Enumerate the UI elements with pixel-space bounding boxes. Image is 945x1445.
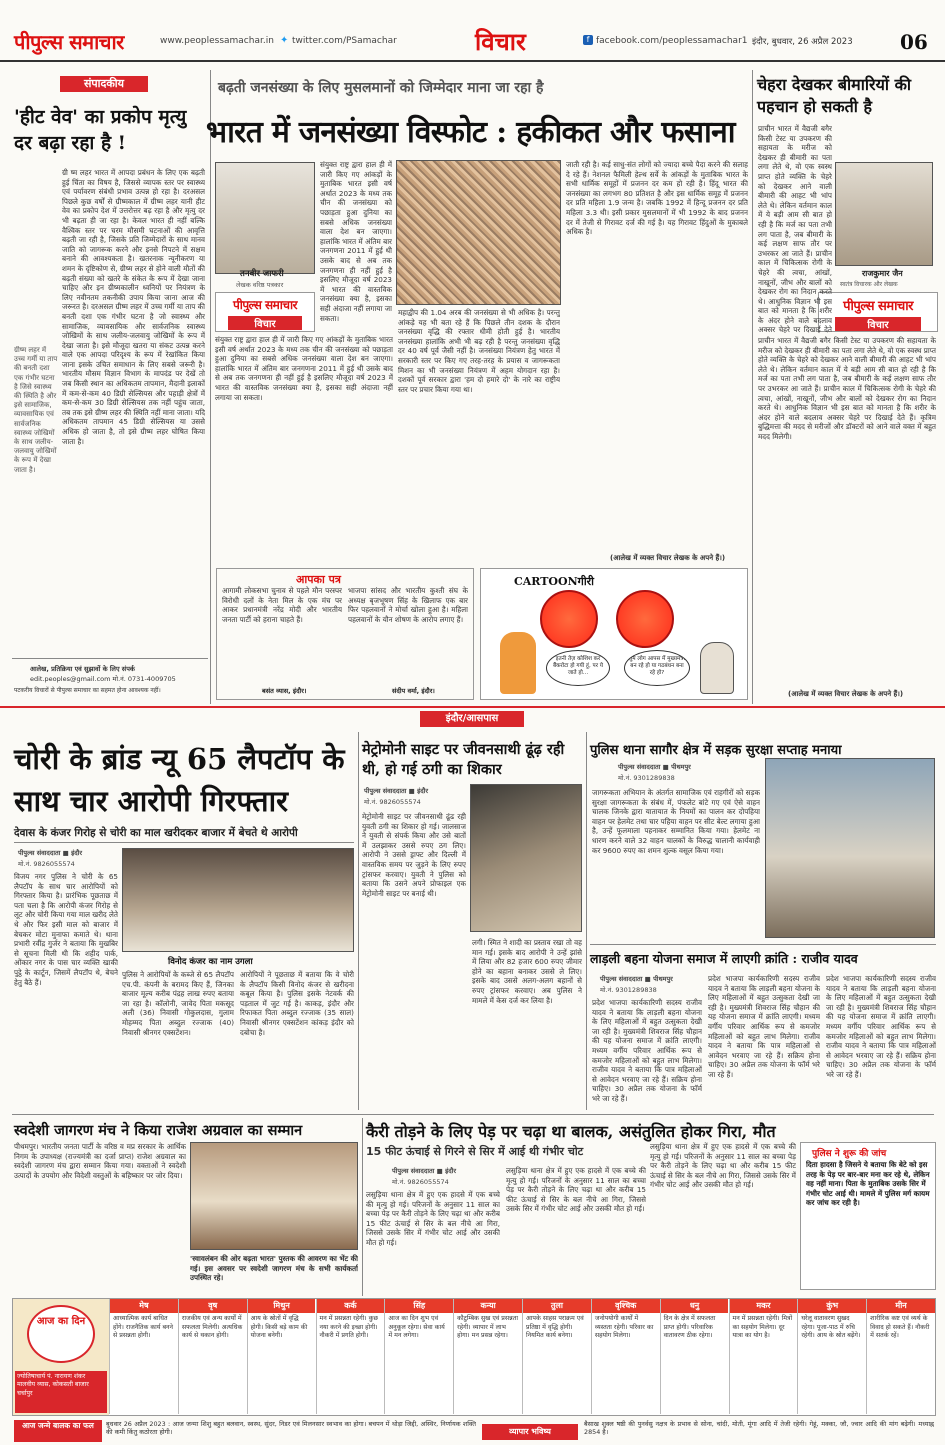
twitter-icon: ✦: [280, 35, 289, 46]
story1-caption: विनोद कंजर का नाम उगला: [168, 957, 253, 967]
horoscope-sign-text: शारीरिक कष्ट एवं व्यर्थ के विवाद हो सकते हैं। नौकरी में सतर्क रहें।: [870, 1315, 930, 1340]
letter-2-sign: संदीप वर्मा, इंदौर।: [392, 687, 435, 695]
main-title: भारत में जनसंख्या विस्फोट : हकीकत और फसाना: [206, 115, 735, 150]
author-photo: [215, 162, 315, 274]
story6-sub: 15 फीट ऊंचाई से गिरने से सिर में आई थी गंभीर चोट: [366, 1145, 584, 1158]
horoscope-sign: [660, 1299, 729, 1414]
editorial-footer-2[interactable]: edit.peoples@gmail.com मो.नं. 0731-4009705: [30, 675, 176, 683]
story6-body-b: लसुड़िया थाना क्षेत्र में हुए एक हादसे में एक बच्चे की मृत्यु हो गई। परिजनों के अनुसार 11 साल का बच्चा पेड़ पर कैरी तोड़ने के लिए चढ़ा था और करीब 15 फीट ऊंचाई से सिर के बल नीचे आ गिरा, जिससे उसके सिर में गंभीर चोट आई और उसकी मौत हो गई।: [506, 1166, 646, 1214]
right-title: चेहरा देखकर बीमारियों की पहचान हो सकती है: [757, 75, 912, 116]
letter-2: भाजपा सांसद और भारतीय कुश्ती संघ के अध्यक्ष बृजभूषण सिंह के खिलाफ एक बार फिर पहलवानों ने मोर्चा खोला हुआ है। महिला पहलवानों के यौन शोषण के आरोप लगाए हैं।: [348, 586, 468, 624]
right-body-b: प्राचीन भारत में वैद्यजी बगैर किसी टेस्ट या उपकरण की सहायता के मरीज को देखकर ही बीमारी का पता लगा लेते थे, वो एक स्वस्थ प्राप्त होते व्यक्ति के चेहरे को देखकर आने वाली बीमारी की आहट भी भांप लेते थे। लेकिन वर्तमान काल में ये बड़ी आम सी बात हो रही है कि मर्ज का पता तभी लग पाता है, जब बीमारी के कई लक्षण साफ तौर पर उभरकर आ जाते हैं। प्राचीन काल में चिकित्सक रोगी के चेहरे की त्वचा, आंखों, नाखूनों, जीभ और बालों को देखकर रोग का निदान करते थे। आधुनिक विज्ञान भी इस बात को मानता है कि शरीर के अंदर होने वाले बदलाव अक्सर चेहरे पर दिखाई देते हैं। कृत्रिम बुद्धिमत्ता की मदद से मरीजों और डॉक्टरों को आने वाले वक्त में बहुत मदद मिलेगी।: [758, 336, 936, 441]
story5-caption: 'स्वावलंबन की ओर बढ़ता भारत' पुस्तक की आवरण का भेंट की गई। इस अवसर पर स्वदेशी जागरण मंच के सभी कार्यकर्ता उपस्थित रहे।: [190, 1254, 358, 1283]
horoscope-sign-name: कर्क: [317, 1299, 385, 1313]
horoscope-sign: [591, 1299, 660, 1414]
main-end-note: (आलेख में व्यक्त विचार लेखक के अपने हैं।): [610, 554, 726, 562]
twitter-link[interactable]: twitter.com/PSamachar: [292, 36, 397, 46]
story1-body2: पुलिस ने आरोपियों के कब्जे से 65 लैपटॉप एच.पी. कंपनी के बरामद किए हैं, जिनका बाजार मूल्य करीब पंद्रह लाख रुपए बताया जा रहा है। कॉलोनी, जावेद पिता मकसूद अली (36) निवासी गोकुलदास, गुलाम मोहम्मद पिता अब्दुल रज्जाक (40) निवासी श्रीनगर एक्सटेंशन।: [122, 970, 234, 1037]
horoscope-sign-name: तुला: [523, 1299, 591, 1313]
cartoon-sun-left: [540, 590, 598, 648]
horoscope-sign-name: वृष: [179, 1299, 247, 1313]
main-col3: जाती रही है। कई साधु-संत लोगों को ज्यादा बच्चे पैदा करने की सलाह दे रहे हैं। नेशनल फैमिली हेल्थ सर्वे के आंकड़ों के मुताबिक भारत के सभी धार्मिक समूहों में प्रजनन दर कम हो रही है। हिंदू भारत की जनसंख्या का लगभग 80 प्रतिशत है और इस धार्मिक समूह में प्रजनन दर प्रति महिला 1.9 जन्म है। जबकि 1992 में हिन्दू प्रजनन दर प्रति महिला 3.3 थी। इसी प्रकार मुसलमानों में भी 1992 के बाद प्रजनन दर में तेजी से गिरावट दर्ज की गई है। यह गिरावट हिंदुओं के मुकाबले अधिक है।: [566, 160, 748, 237]
cartoon-sun-right: [616, 590, 674, 648]
horoscope-sign-text: आध्यात्मिक कार्य बाधित होंगे। राजनैतिक कार्य बनने से प्रसन्नता होगी।: [113, 1315, 174, 1340]
story6-byline: पीपुल्स संवाददाता ■ इंदौर: [392, 1167, 457, 1175]
horoscope-sign: [178, 1299, 247, 1414]
story1-photo: [122, 848, 354, 952]
facebook-link[interactable]: facebook.com/peoplessamachar1: [596, 36, 748, 46]
main-col2: महाद्वीप की 1.04 अरब की जनसंख्या से भी अधिक है। परन्तु आंकड़े यह भी बता रहे हैं कि पिछले तीन दशक के दौरान जनसंख्या वृद्धि की रफ्तार धीमी होती हुई है। भारतीय जनसंख्या हालांकि अभी भी बढ़ रही है परन्तु जनसंख्या वृद्धि दर 40 वर्ष पूर्व जैसी नहीं है। जनसंख्या नियंत्रण हेतु भारत में सरकारी स्तर पर किए गए तरह-तरह के प्रयास व जागरूकता मिशन का भी जनसंख्या नियंत्रण में अहम योगदान रहा है। दशकों पूर्व सरकार द्वारा 'हम दो हमारे दो' के नारे का राष्ट्रीय स्तर पर प्रचार किया गया था।: [398, 308, 560, 394]
horoscope-sign: [247, 1299, 316, 1414]
story6-body-c: लसुड़िया थाना क्षेत्र में हुए एक हादसे में एक बच्चे की मृत्यु हो गई। परिजनों के अनुसार 11 साल का बच्चा पेड़ पर कैरी तोड़ने के लिए चढ़ा था और करीब 15 फीट ऊंचाई से सिर के बल नीचे आ गिरा, जिससे उसके सिर में गंभीर चोट आई और उसकी मौत हो गई।: [650, 1142, 796, 1190]
horoscope-sign-name: वृश्चिक: [592, 1299, 660, 1313]
editorial-footer-3: पटकरीय विचारों से पीपुल्स समाचार का सहमत होना आवश्यक नहीं।: [14, 687, 161, 694]
horoscope-sign-text: दिन के क्षेत्र में सफलता प्राप्त होगी। परिवारिक वातावरण ठीक रहेगा।: [663, 1315, 716, 1340]
horoscope-sign-text: कौटुम्बिक सुख एवं प्रसन्नता रहेगी। व्यापार में लाभ होगा। मन प्रसन्न रहेगा।: [457, 1315, 518, 1340]
story6-title: कैरी तोड़ने के लिए पेड़ पर चढ़ा था बालक, असंतुलित होकर गिरा, मौत: [366, 1122, 776, 1141]
cartoon-figure-2: [700, 642, 734, 694]
story5-photo: [190, 1142, 358, 1250]
main-author-role: लेखक वरिष्ठ पत्रकार: [236, 281, 284, 289]
crowd-photo: [396, 160, 561, 305]
horoscope-sign-text: राजकीय एवं अन्य कार्यों में सफलता मिलेगी। अत्यधिक कार्य से थकान होगी।: [181, 1315, 243, 1340]
horoscope-sign: [384, 1299, 453, 1414]
horoscope-sign-text: आज का दिन शुभ एवं अनुकूल रहेगा। सेवा कार्य में मन लगेगा।: [388, 1315, 445, 1340]
cartoon-bubble-2: तुम लोग आपस में मुख्यमंत्री बन रहे हो या गठबंधन बना रहे हो?: [624, 650, 690, 686]
masthead: [0, 0, 945, 62]
main-logo-box-tag: विचार: [228, 316, 302, 330]
story4-body-c: प्रदेश भाजपा कार्यकारिणी सदस्य राजीव यादव ने बताया कि लाड़ली बहना योजना के लिए महिलाओं में बहुत उत्सुकता देखी जा रही है। मुख्यमंत्री शिवराज सिंह चौहान की यह योजना समाज में क्रांति लाएगी। मध्यम वर्गीय परिवार आर्थिक रूप से कमजोर महिलाओं को बहुत लाभ मिलेगा। राजीव यादव ने बताया कि पात्र महिलाओं से आवेदन भरवाए जा रहे हैं। सक्रिय होना चाहिए। 30 अप्रैल तक योजना के फॉर्म भरे जा रहे हैं।: [826, 974, 936, 1079]
horoscope-sign: [797, 1299, 866, 1414]
story2-body2: लगी। स्मित ने शादी का प्रस्ताव रखा तो वह मान गई। इसके बाद आरोपी ने उन्हें झांसे में लिया और 82 हजार 600 रुपए जीमार होने का बहाना बनाकर उससे ले लिए। इसके बाद उससे अलग-अलग बहानों से रुपए ट्रांसफर करवाए। अब पुलिस ने मामले में केस दर्ज कर लिया है।: [472, 938, 582, 1005]
story3-title: पुलिस थाना सागौर क्षेत्र में सड़क सुरक्षा सप्ताह मनाया: [590, 743, 842, 758]
story3-phone: मो.नं. 9301289838: [618, 774, 675, 782]
local-band-rule: [0, 706, 945, 708]
right-end-note: (आलेख में व्यक्त विचार लेखक के अपने हैं।): [788, 690, 904, 698]
masthead-logo: पीपुल्स समाचार: [14, 30, 124, 54]
story6-side: दिता हादसा है जिसने ये बताया कि बेटे को इस तरह के पेड़ पर बार-बार मना कर रहे थे, लेकिन वह नहीं माना। पिता के मुताबिक उसके सिर में गंभीर चोट आई थी। मामले में पुलिस मर्ग कायम कर जांच कर रही है।: [806, 1160, 930, 1208]
editorial-body: ग्री ष्म लहर भारत में आपदा प्रबंधन के लिए एक बढ़ती हुई चिंता का विषय है, जिससे व्यापक स्तर पर स्वास्थ्य एवं पर्यावरण संबंधी प्रभाव उत्पन्न हो रहा है। दरअसल पिछले कुछ वर्षों से ग्रीष्मकाल में ग्रीष्म लहर यानी हीट वेव का प्रकोप देश में उत्तरोत्तर बढ़ रहा है और मृत्यु दर भी बढ़ता ही जा रहा है। केवल भारत ही नहीं बल्कि वैश्विक स्तर पर चरम मौसमी घटनाओं की आवृत्ति बढ़ती जा रही है, जिसके प्रति जिम्मेदारों के साथ मानव जाति को जागरूक करने और इनसे निपटने में सक्षम बनाने की आवश्यकता है। खतरनाक न्यूनीकरण या शमन के दृष्टिकोण से, ग्रीष्म लहर से होने वाली मौतों की बढ़ती संख्या को खतरे के संकेत के रूप में देखा जाना चाहिए और इन ग्रीष्मकालीन ध्वनियों पर नियंत्रण के लिए नवीनतम तकनीकी उपाय किया जाना आज की जरूरत है। दरअसल ग्रीष्म लहर में उच्च गर्मी या ताप की बनती दशा एक गंभीर घटना है जो स्वास्थ्य और सामाजिक, व्यावसायिक और सार्वजनिक स्वास्थ्य जोखिमों के साथ जलीय-जलवायु जोखिमों के रूप में देखा जाता है। इसे मौजूदा खतरा या संकट उत्पन्न करने वाले एक आपदा परिदृश्य के रूप में रेखांकित किया जाना इसके उचित समाधान के लिए सबसे जरूरी है। भारतीय मौसम विज्ञान विभाग के मापदंड पर देखें तो जब किसी स्थान का अधिकतम तापमान, मैदानी इलाकों में कम-से-कम 40 डिग्री सेल्सियस और पहाड़ी क्षेत्रों में कम-से-कम 30 डिग्री सेल्सियस तक नहीं पहुंच जाता, तब तक इसे ग्रीष्म लहर की स्थिति नहीं माना जाता। यदि अधिकतम तापमान 45 डिग्री सेल्सियस या उससे अधिक हो जाता है, तो इसे ग्रीष्म लहर घोषित किया जाता है।: [62, 168, 205, 446]
horoscope-sign-text: आय के स्रोतों में वृद्धि होगी। किसी बड़े काम की योजना बनेगी।: [250, 1315, 308, 1340]
website-link[interactable]: www.peoplessamachar.in: [160, 36, 274, 46]
right-author: राजकुमार जैन: [862, 269, 903, 278]
story2-phone: मो.नं. 9826055574: [364, 798, 421, 806]
editorial-title: 'हीट वेव' का प्रकोप मृत्यु दर बढ़ा रहा है !: [14, 106, 187, 154]
right-logo-box-text: पीपुल्स समाचार: [843, 299, 913, 314]
story1-phone: मो.नं. 9826055574: [18, 860, 75, 868]
main-col1: संयुक्त राष्ट्र द्वारा हाल ही में जारी किए गए आंकड़ों के मुताबिक भारत इसी वर्ष अर्थात 2023 के मध्य तक चीन की जनसंख्या को पछाड़ता हुआ दुनिया का सबसे अधिक जनसंख्या वाला देश बन जाएगा। हालांकि भारत में अंतिम बार जनगणना 2011 में हुई थी उसके बाद से अब तक जनगणना ही नहीं हुई है इसलिए मौजूदा वर्ष 2023 में भारत की वास्तविक जनसंख्या क्या है, इसका सही अंदाजा नहीं लगाया जा सकता।: [320, 160, 392, 323]
main-author: तनवीर जाफरी: [240, 269, 284, 279]
story2-title: मेट्रोमोनी साइट पर जीवनसाथी ढूंढ़ रही थी, हो गई ठगी का शिकार: [362, 741, 565, 778]
horoscope-sign-text: घरेलू वातावरण सुखद रहेगा। पूजा-पाठ में रुचि रहेगी। आय के स्रोत बढ़ेंगे।: [801, 1315, 861, 1340]
story5-title: स्वदेशी जागरण मंच ने किया राजेश अग्रवाल का सम्मान: [14, 1122, 303, 1139]
horoscope-sign-name: सिंह: [385, 1299, 453, 1313]
horoscope-badge: [13, 1299, 109, 1415]
story3-photo: [765, 758, 935, 938]
main-col1b: संयुक्त राष्ट्र द्वारा हाल ही में जारी किए गए आंकड़ों के मुताबिक भारत इसी वर्ष अर्थात 2023 के मध्य तक चीन की जनसंख्या को पछाड़ता हुआ दुनिया का सबसे अधिक जनसंख्या वाला देश बन जाएगा। हालांकि भारत में अंतिम बार जनगणना 2011 में हुई थी उसके बाद से अब तक जनगणना ही नहीं हुई है इसलिए मौजूदा वर्ष 2023 में भारत की वास्तविक जनसंख्या क्या है, इसका सही अंदाजा नहीं लगाया जा सकता।: [215, 335, 393, 402]
letter-1-sign: बसंत व्यास, इंदौर।: [262, 687, 307, 695]
horoscope-sign-name: कन्या: [454, 1299, 522, 1313]
story1-body3: आरोपियों ने पूछताछ में बताया कि वे चोरी के लैपटॉप किसी विनोद कंजर से खरीदना कबूल किया है। पुलिस इसके नेटवर्क की पड़ताल में जुट गई है। काकड़, इंदौर और रिफाकत पिता अब्दुल रज्जाक (35 साल) निवासी श्रीनगर एक्सटेंशन कांकड़ इंदौर को दबोचा है।: [240, 970, 354, 1037]
story4-body-a: प्रदेश भाजपा कार्यकारिणी सदस्य राजीव यादव ने बताया कि लाड़ली बहना योजना के लिए महिलाओं में बहुत उत्सुकता देखी जा रही है। मुख्यमंत्री शिवराज सिंह चौहान की यह योजना समाज में क्रांति लाएगी। मध्यम वर्गीय परिवार आर्थिक रूप से कमजोर महिलाओं को बहुत लाभ मिलेगा। राजीव यादव ने बताया कि पात्र महिलाओं से आवेदन भरवाए जा रहे हैं। सक्रिय होना चाहिए। 30 अप्रैल तक योजना के फॉर्म भरे जा रहे हैं।: [592, 998, 702, 1103]
section-title: विचार: [475, 27, 526, 56]
horoscope-sign: [729, 1299, 798, 1414]
main-kicker: बढ़ती जनसंख्या के लिए मुसलमानों को जिम्मेदार माना जा रहा है: [218, 80, 544, 96]
horoscope-sign: [522, 1299, 591, 1414]
right-author-photo: [835, 162, 933, 266]
horoscope-signs: [109, 1299, 935, 1415]
horoscope-sign-text: जनोपयोगी कार्यों में व्यस्तता रहेगी। परिवार का सहयोग मिलेगा।: [594, 1315, 654, 1340]
dateline: इंदौर, बुधवार, 26 अप्रैल 2023: [752, 37, 853, 47]
letter-1: आगामी लोकसभा चुनाव से पहले मौन परस्पर विरोधी दलों के नेता मिल के एक मंच पर आकर प्रधानमंत्री नरेंद्र मोदी और भारतीय जनता पार्टी को हराना चाहते हैं।: [222, 586, 342, 624]
cartoon-bubble-1: इतनी तेज़ कोशिश कर बैंकरोटा हो गयी हूं, पर ये जाते हो...: [546, 650, 610, 686]
main-logo-box-text: पीपुल्स समाचार: [232, 298, 298, 312]
right-author-role: स्वतंत्र विचारक और लेखक: [840, 281, 898, 288]
story1-sub: देवास के कंजर गिरोह से चोरी का माल खरीदकर बाजार में बेचते थे आरोपी: [14, 827, 298, 839]
right-logo-box-tag: विचार: [835, 317, 921, 331]
right-logo-box: [818, 292, 938, 332]
horoscope-sign: [109, 1299, 178, 1414]
story2-body: मेट्रोमोनी साइट पर जीवनसाथी ढूंढ रही युवती ठगी का शिकार हो गई। जालसाज ने युवती से संपर्क किया और उसे बातों में उलझाकर उससे रुपए ठग लिए। आरोपी ने उससे ड्राफ्ट और दिल्ली में वास्तविक समय पर जुड़ने के लिए रुपए ट्रांसफर करवाए। युवती ने पुलिस को बताया कि उसने अपने प्रोफाइल एक मेट्रोमोनी साइट पर बनाई थी।: [362, 812, 466, 898]
story6-side-title: पुलिस ने शुरू की जांच: [812, 1149, 887, 1159]
horoscope-sign-name: मेष: [110, 1299, 178, 1313]
cartoon-figure: [500, 632, 536, 694]
editorial-tag: संपादकीय: [60, 76, 148, 92]
story5-body: पीथमपुर। भारतीय जनता पार्टी के वरिष्ठ व मप्र सरकार के आर्थिक निगम के उपाध्यक्ष (राज्यमंत्री का दर्जा प्राप्त) राजेश अग्रवाल का स्वदेशी जागरण मंच द्वारा सम्मान किया गया। वक्ताओं ने स्वदेशी उत्पादों के उपयोग और विदेशी वस्तुओं के बहिष्कार पर जोर दिया।: [14, 1142, 186, 1180]
facebook-icon: f: [583, 35, 593, 45]
story2-photo: [470, 784, 582, 932]
horoscope-sign: [316, 1299, 385, 1414]
horoscope-sign-name: धनु: [661, 1299, 729, 1313]
story3-body: जागरूकता अभियान के अंतर्गत सामाजिक एवं राहगीरों को सड़क सुरक्षा जागरूकता के संबंध में, पंफलेट बांटे गए एवं ऐसे वाहन चालक जिनके द्वारा यातायात के नियमों का पालन कर दोपहिया वाहन पर हेलमेट तथा चार पहिया वाहन पर सीट बेल्ट लगाया हुआ है, उन्हें फूलमाला पहनाकर सम्मानित किया गया। हेलमेट ना धारण करने वाले 32 वाहन चालकों के विरुद्ध चालानी कार्यवाही कर 9600 रुपए का शमन शुल्क वसूल किया गया।: [592, 788, 760, 855]
story6-body-a: लसुड़िया थाना क्षेत्र में हुए एक हादसे में एक बच्चे की मृत्यु हो गई। परिजनों के अनुसार 11 साल का बच्चा पेड़ पर कैरी तोड़ने के लिए चढ़ा था और करीब 15 फीट ऊंचाई से सिर के बल नीचे आ गिरा, जिससे उसके सिर में गंभीर चोट आई और उसकी मौत हो गई।: [366, 1190, 500, 1247]
main-logo-box: [215, 292, 315, 332]
horoscope-sign-text: आपके साहस पराक्रम एवं प्रतिष्ठा में वृद्धि होगी। नियमित कार्य बनेगा।: [526, 1315, 584, 1340]
horoscope-strip: [12, 1298, 936, 1416]
bottom-right-text: बैसाख शुक्ल षष्ठी की पुनर्वसु नक्षत्र के प्रभाव से सोना, चांदी, मोती, मूंगा आदि में तेजी रहेगी। गेहूं, मक्का, जौ, ज्वार आदि की मांग बढ़ेगी। मध्याह्न 2854 है।: [584, 1420, 934, 1436]
horoscope-title: आज का दिन: [27, 1305, 95, 1363]
editorial-footer-1: आलेख, प्रतिक्रिया एवं सुझावों के लिए संपर्क: [30, 665, 135, 673]
story1-title: चोरी के ब्रांड न्यू 65 लैपटॉप के साथ चार आरोपी गिरफ्तार: [14, 742, 345, 818]
bottom-left-text: बुधवार 26 अप्रैल 2023 : आज जन्मा शिशु बहुत बलवान, स्वस्थ, सुंदर, निडर एवं मिलनसार स्वभाव का होगा। बचपन में थोड़ा जिद्दी, अस्थिर, निर्णायक शक्ति की कमी किंतु कठोरता होगी।: [106, 1420, 476, 1436]
story4-phone: मो.नं. 9301289838: [600, 986, 657, 994]
horoscope-footer: ज्योतिषाचार्य पं. नारायण शंकर मालवीय व्यास, कोकसती बाजार चर्चापुर: [15, 1371, 107, 1413]
story4-title: लाड़ली बहना योजना समाज में लाएगी क्रांति : राजीव यादव: [590, 951, 858, 966]
horoscope-sign-name: कुंभ: [798, 1299, 866, 1313]
story2-byline: पीपुल्स संवाददाता ■ इंदौर: [364, 787, 429, 795]
page-number: 06: [900, 30, 928, 54]
local-band: इंदौर/आसपास: [420, 711, 524, 727]
story4-body-b: प्रदेश भाजपा कार्यकारिणी सदस्य राजीव यादव ने बताया कि लाड़ली बहना योजना के लिए महिलाओं में बहुत उत्सुकता देखी जा रही है। मुख्यमंत्री शिवराज सिंह चौहान की यह योजना समाज में क्रांति लाएगी। मध्यम वर्गीय परिवार आर्थिक रूप से कमजोर महिलाओं को बहुत लाभ मिलेगा। राजीव यादव ने बताया कि पात्र महिलाओं से आवेदन भरवाए जा रहे हैं। सक्रिय होना चाहिए। 30 अप्रैल तक योजना के फॉर्म भरे जा रहे हैं।: [708, 974, 820, 1079]
horoscope-sign-text: मन में प्रसन्नता रहेगी। कुछ नया करने की इच्छा होगी। नौकरी में प्रगति होगी।: [319, 1315, 378, 1340]
story4-byline: पीपुल्स संवाददाता ■ पीथमपुर: [600, 975, 673, 983]
horoscope-sign-name: मकर: [730, 1299, 798, 1313]
right-body-a: प्राचीन भारत में वैद्यजी बगैर किसी टेस्ट या उपकरण की सहायता के मरीज को देखकर ही बीमारी का पता लगा लेते थे, वो एक स्वस्थ प्राप्त होते व्यक्ति के चेहरे को देखकर आने वाली बीमारी की आहट भी भांप लेते थे। लेकिन वर्तमान काल में ये बड़ी आम सी बात हो रही है कि मर्ज का पता तभी लग पाता है, जब बीमारी के कई लक्षण साफ तौर पर उभरकर आ जाते हैं। प्राचीन काल में चिकित्सक रोगी के चेहरे की त्वचा, आंखों, नाखूनों, जीभ और बालों को देखकर रोग का निदान करते थे। आधुनिक विज्ञान भी इस बात को मानता है कि शरीर के अंदर होने वाले बदलाव अक्सर चेहरे पर दिखाई देते: [758, 124, 832, 334]
editorial-pullquote: ग्रीष्म लहर में उच्च गर्मी या ताप की बनती दशा एक गंभीर घटना है जिसे स्वास्थ्य की स्थिति है और इसे सामाजिक, व्यावसायिक एवं सार्वजनिक स्वास्थ्य जोखिमों के साथ जलीय-जलवायु जोखिमों के रूप में देखा जाता है।: [14, 346, 58, 474]
story6-phone: मो.नं. 9826055574: [392, 1178, 449, 1186]
story1-body: विजय नगर पुलिस ने चोरी के 65 लैपटॉप के साथ चार आरोपियों को गिरफ्तार किया है। प्रारंभिक पूछताछ में पता चला है कि आरोपी कंजर गिरोह से लूट और चोरी किया गया माल खरीद लेते थे और फिर इसी माल को बाजार में बेचकर मोटा मुनाफा कमाते थे। थाना प्रभारी रवींद्र गुर्जर ने बताया कि मुखबिर से सूचना मिली थी कि शहीद पार्क, ओंकार नगर के पास चार व्यक्ति खाकी पुट्ठे के कार्टून, जिसमें लैपटॉप थे, बेचने हेतु बैठे हैं।: [14, 872, 118, 987]
letters-title: आपका पत्र: [296, 573, 341, 586]
horoscope-sign-name: मिथुन: [248, 1299, 316, 1313]
story3-byline: पीपुल्स संवाददाता ■ पीथमपुर: [618, 763, 691, 771]
story1-byline: पीपुल्स संवाददाता ■ इंदौर: [18, 849, 83, 857]
horoscope-sign: [453, 1299, 522, 1414]
horoscope-sign-name: मीन: [867, 1299, 935, 1313]
horoscope-sign-text: मन में प्रसन्नता रहेगी। मित्रों का सहयोग मिलेगा। दूर यात्रा का योग है।: [732, 1315, 793, 1340]
horoscope-sign: [866, 1299, 935, 1414]
cartoon-title: CARTOONगीरी: [514, 575, 595, 588]
bottom-right-tag: व्यापार भविष्य: [482, 1424, 578, 1440]
bottom-left-tag: आज जन्मे बालक का फल: [14, 1420, 102, 1442]
